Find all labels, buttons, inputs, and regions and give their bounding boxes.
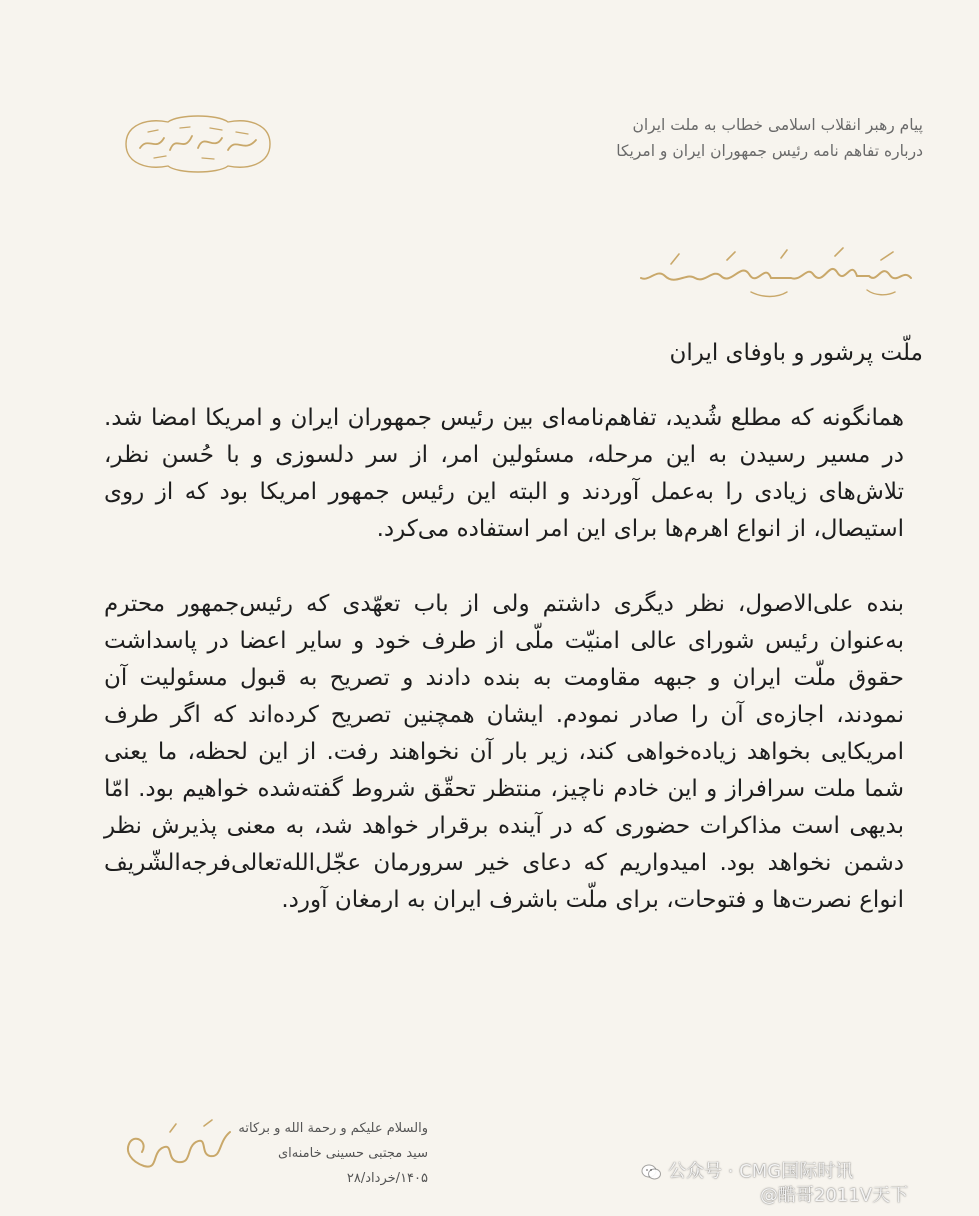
paragraph-2: بنده علی‌الاصول، نظر دیگری داشتم ولی از باب تعهّدی که رئیس‌جمهور محترم به‌عنوان رئیس شورای عالی امنیّت ملّی از طرف خود و سایر اعضا در پاسداشت حقوق ملّت ایران و جبهه مقاومت به بنده دادند و تصریح به قبول مسئولیت آن نمودند، اجازه‌ی آن را صادر نمودم. ایشان همچنین تصریح کرده‌اند که اگر طرف امریکایی بخواهد زیاده‌خواهی کند، زیر بار آن نخواهند رفت. از این لحظه، ما یعنی شما ملت سرافراز و این خادم ناچیز، منتظر تحقّق شروط گفته‌شده خواهیم بود. امّا بدیهی است مذاکرات حضوری که در آینده برقرار خواهد شد، به معنی پذیرش نظر دشمن نخواهد بود. امیدواریم که دعای خیر سرورمان عجّل‌الله‌تعالی‌فرجه‌الشّریف انواع نصرت‌ها و فتوحات، برای ملّت باشرف ایران به ارمغان آورد. (104, 591, 904, 913)
signature (118, 1112, 238, 1182)
signature-icon (118, 1112, 238, 1182)
paragraph-1: همانگونه که مطلع شُدید، تفاهم‌نامه‌ای بین رئیس جمهوران ایران و امریکا امضا شد. در مسیر رسیدن به این مرحله، مسئولین امر، از سر دلسوزی و با حُسن نظر، تلاش‌های زیادی را به‌عمل آوردند و البته این رئیس جمهور امریکا بود که از روی استیصال، از انواع اهرم‌ها برای این امر استفاده می‌کرد. (104, 405, 904, 542)
closing-name: سید مجتبی حسینی خامنه‌ای (277, 1146, 428, 1161)
salutation: ملّت پرشور و باوفای ایران (669, 340, 923, 366)
header-line-2: درباره تفاهم نامه رئیس جمهوران ایران و امریکا (616, 142, 923, 160)
watermark (640, 1160, 970, 1208)
closing-greeting: والسلام علیکم و رحمة الله و برکاته (238, 1121, 428, 1136)
bismillah-calligraphy (631, 238, 921, 308)
watermark-line-2: @酷哥2011V天下 (760, 1185, 909, 1206)
watermark-account: 公众号 · CMG国际时讯 (668, 1161, 854, 1182)
watermark-line-1 (640, 1160, 970, 1184)
header-caption (563, 112, 923, 164)
closing-date: ۱۴۰۵/خرداد/۲۸ (346, 1171, 428, 1186)
wechat-icon (640, 1161, 662, 1183)
header-line-1: پیام رهبر انقلاب اسلامی خطاب به ملت ایران (632, 116, 923, 134)
seal-icon (118, 108, 278, 180)
message-body (104, 400, 904, 957)
calligraphy-seal (118, 108, 278, 180)
bismillah-icon (631, 238, 921, 308)
